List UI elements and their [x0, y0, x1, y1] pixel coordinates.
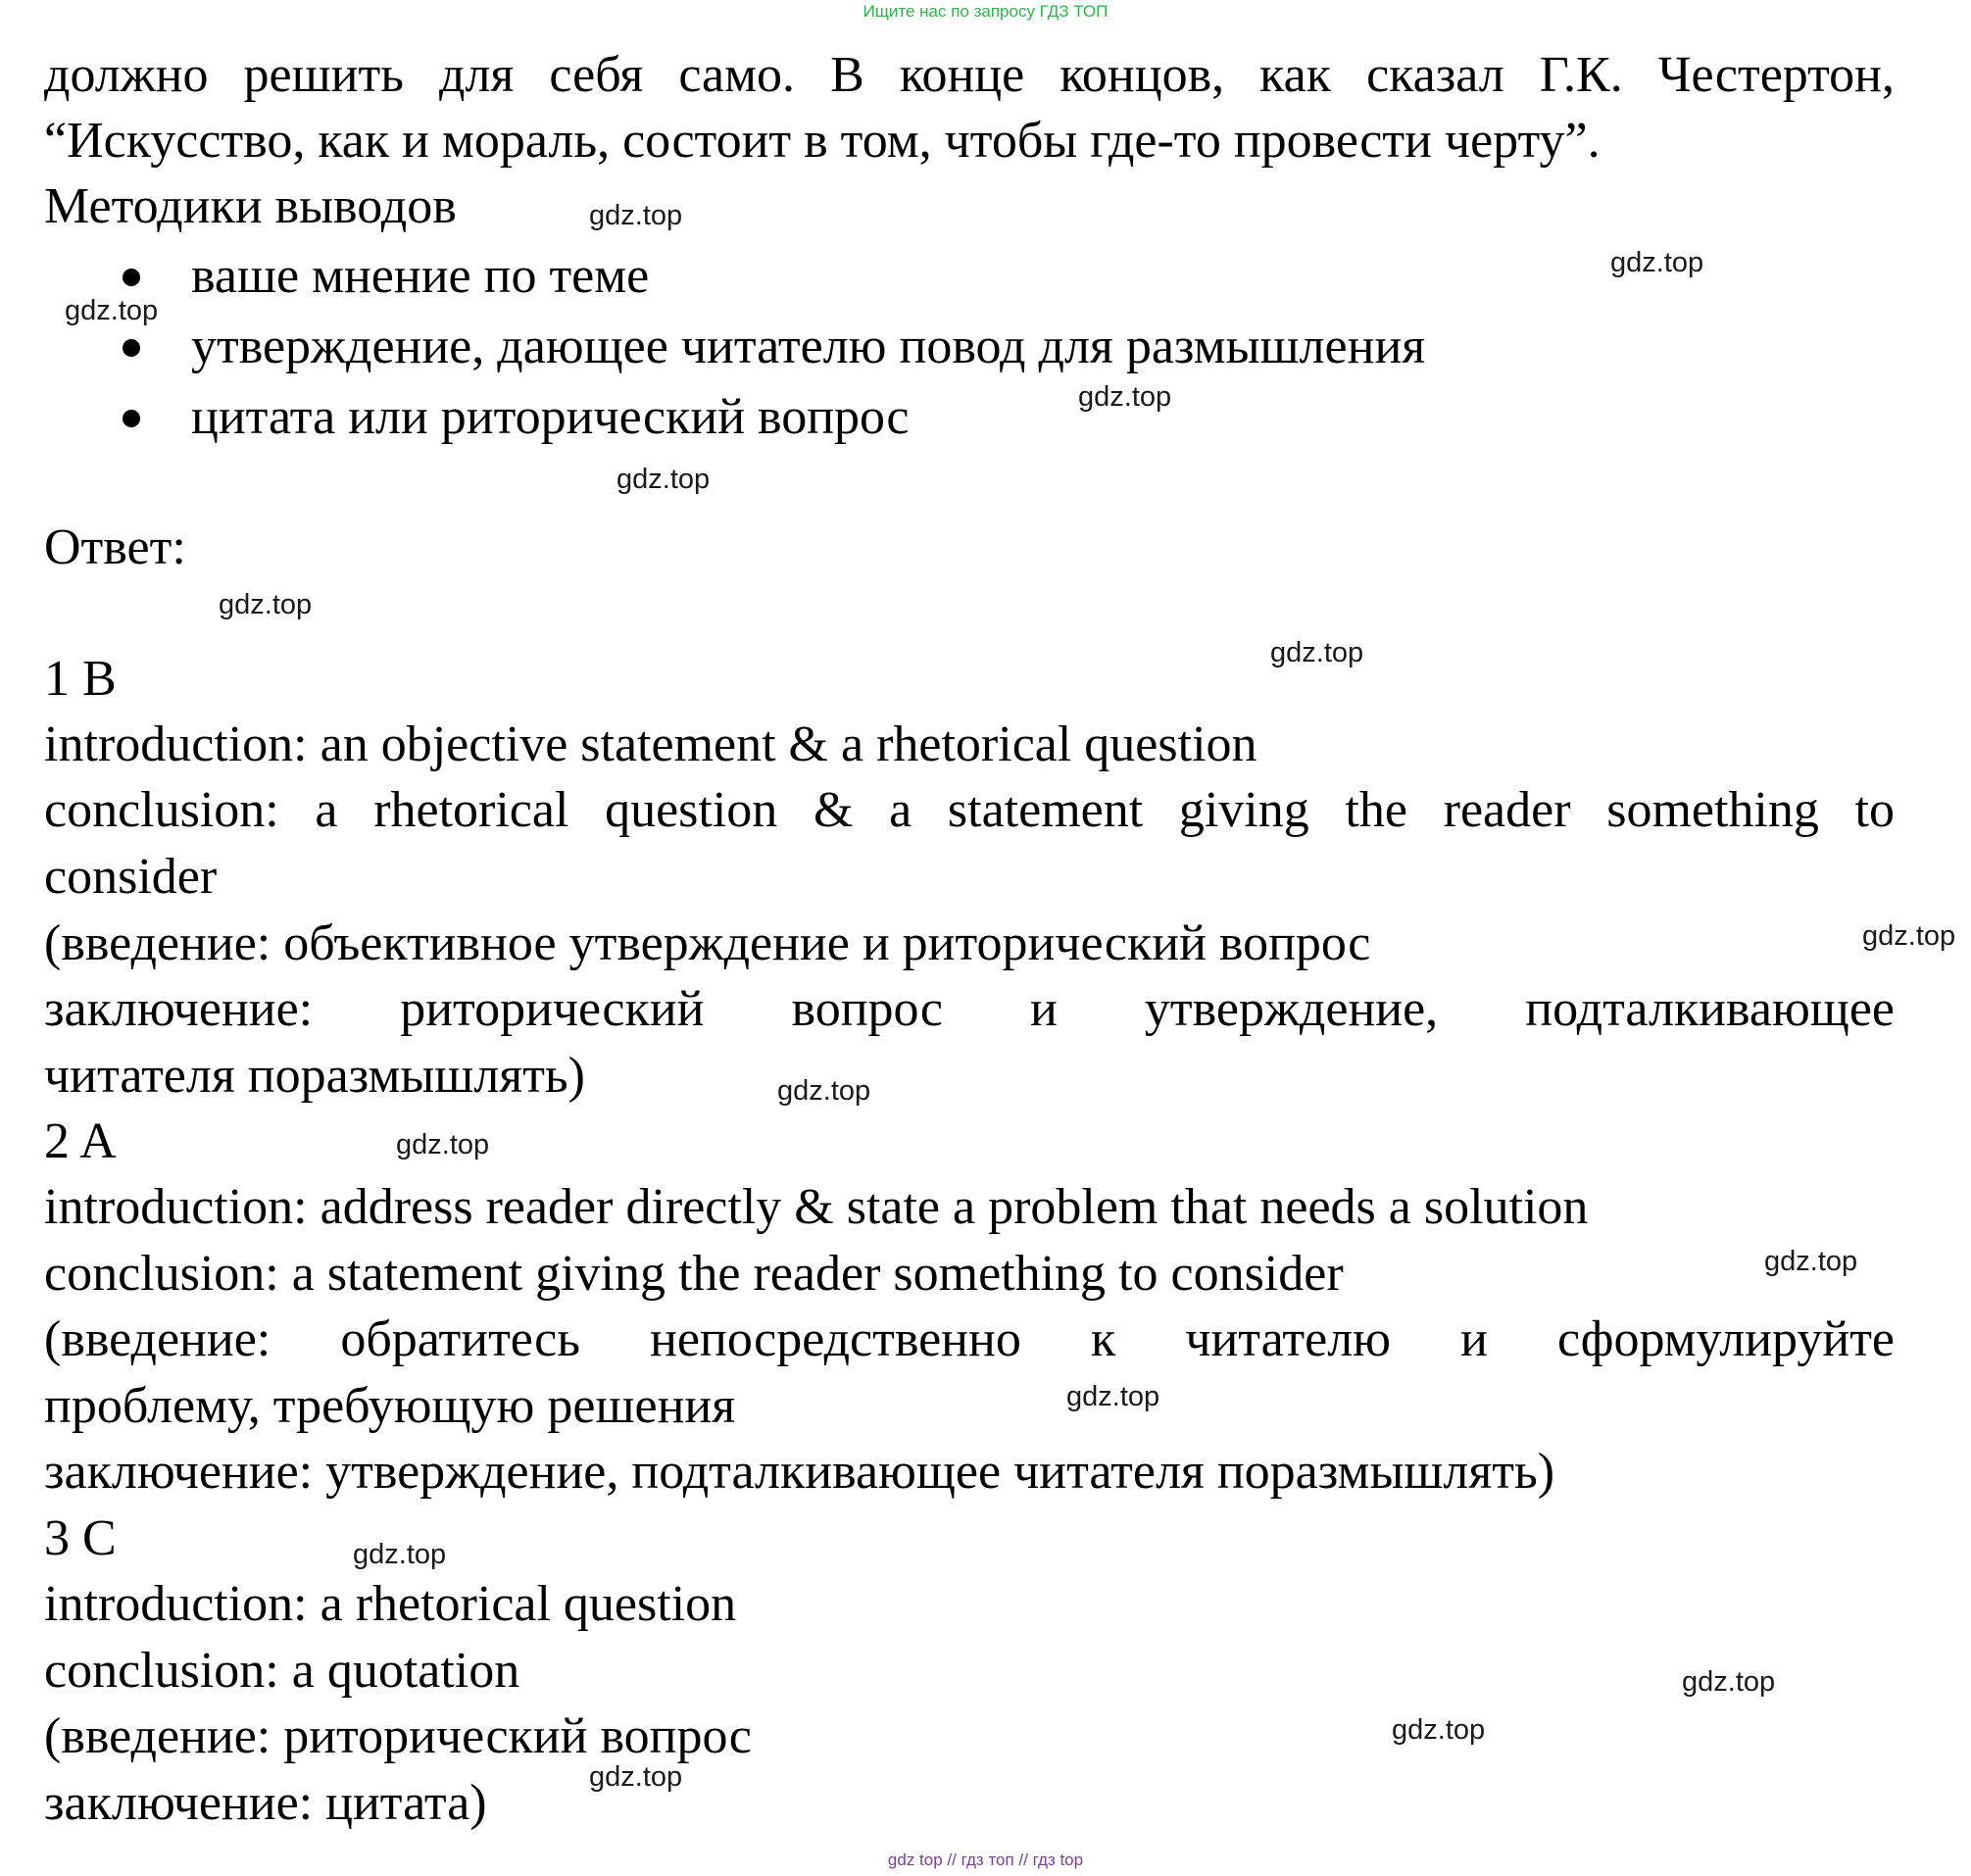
answer-intro-en: introduction: an objective statement & a rhetorical question	[44, 716, 1257, 772]
answer-label: Ответ:	[44, 519, 186, 575]
watermark: gdz.top	[353, 1539, 447, 1570]
watermark: gdz.top	[589, 1761, 683, 1793]
watermark: gdz.top	[1862, 920, 1956, 952]
answer-title: 2 A	[44, 1113, 117, 1169]
list-item-text: утверждение, дающее читателю повод для размышления	[191, 319, 1426, 374]
answer-intro-ru: (введение: риторический вопрос	[44, 1708, 752, 1764]
bullet-icon	[123, 410, 140, 427]
list-item-text: ваше мнение по теме	[191, 248, 650, 304]
watermark: gdz.top	[65, 295, 159, 326]
answer-intro-en: introduction: address reader directly & state a problem that needs a solution	[44, 1179, 1589, 1235]
watermark: gdz.top	[777, 1075, 871, 1107]
answer-conclusion-en: conclusion: a quotation	[44, 1643, 520, 1699]
answer-conclusion-ru: заключение: риторический вопрос и утверждение, подталкивающее	[44, 981, 1895, 1037]
watermark: gdz.top	[1270, 637, 1364, 668]
answer-title: 3 C	[44, 1510, 117, 1566]
intro-line-2: “Искусство, как и мораль, состоит в том, чтобы где-то провести черту”.	[44, 113, 1601, 169]
answer-intro-ru: (введение: объективное утверждение и риторический вопрос	[44, 915, 1371, 971]
bullet-icon	[123, 339, 140, 357]
watermark: gdz.top	[1066, 1381, 1160, 1412]
methods-heading: Методики выводов	[44, 178, 457, 234]
watermark: gdz.top	[616, 464, 711, 495]
answer-conclusion-ru-cont: читателя поразмышлять)	[44, 1048, 585, 1104]
watermark: gdz.top	[219, 589, 313, 620]
answer-conclusion-en: conclusion: a statement giving the reader something to consider	[44, 1246, 1344, 1302]
watermark: gdz.top	[1078, 381, 1172, 413]
bullet-icon	[123, 269, 140, 286]
watermark: gdz.top	[1392, 1714, 1486, 1746]
answer-title: 1 B	[44, 651, 117, 707]
watermark: gdz.top	[1682, 1666, 1776, 1698]
footer: gdz top // гдз топ // гдз top	[887, 1851, 1084, 1869]
watermark: gdz.top	[396, 1129, 490, 1160]
watermark: gdz.top	[589, 200, 683, 231]
intro-line-1: должно решить для себя само. В конце концов, как сказал Г.К. Честертон,	[44, 47, 1895, 103]
watermark: gdz.top	[1610, 247, 1704, 278]
answer-conclusion-ru: заключение: утверждение, подталкивающее читателя поразмышлять)	[44, 1444, 1555, 1500]
top-banner: Ищите нас по запросу ГДЗ ТОП	[862, 2, 1109, 21]
answer-intro-ru-cont: проблему, требующую решения	[44, 1378, 736, 1434]
answer-conclusion-en-cont: consider	[44, 849, 218, 905]
list-item-text: цитата или риторический вопрос	[191, 389, 910, 445]
answer-conclusion-ru: заключение: цитата)	[44, 1775, 487, 1831]
answer-intro-ru: (введение: обратитесь непосредственно к читателю и сформулируйте	[44, 1311, 1895, 1367]
watermark: gdz.top	[1764, 1246, 1858, 1277]
answer-conclusion-en: conclusion: a rhetorical question & a statement giving the reader something to	[44, 782, 1895, 838]
answer-intro-en: introduction: a rhetorical question	[44, 1576, 737, 1632]
